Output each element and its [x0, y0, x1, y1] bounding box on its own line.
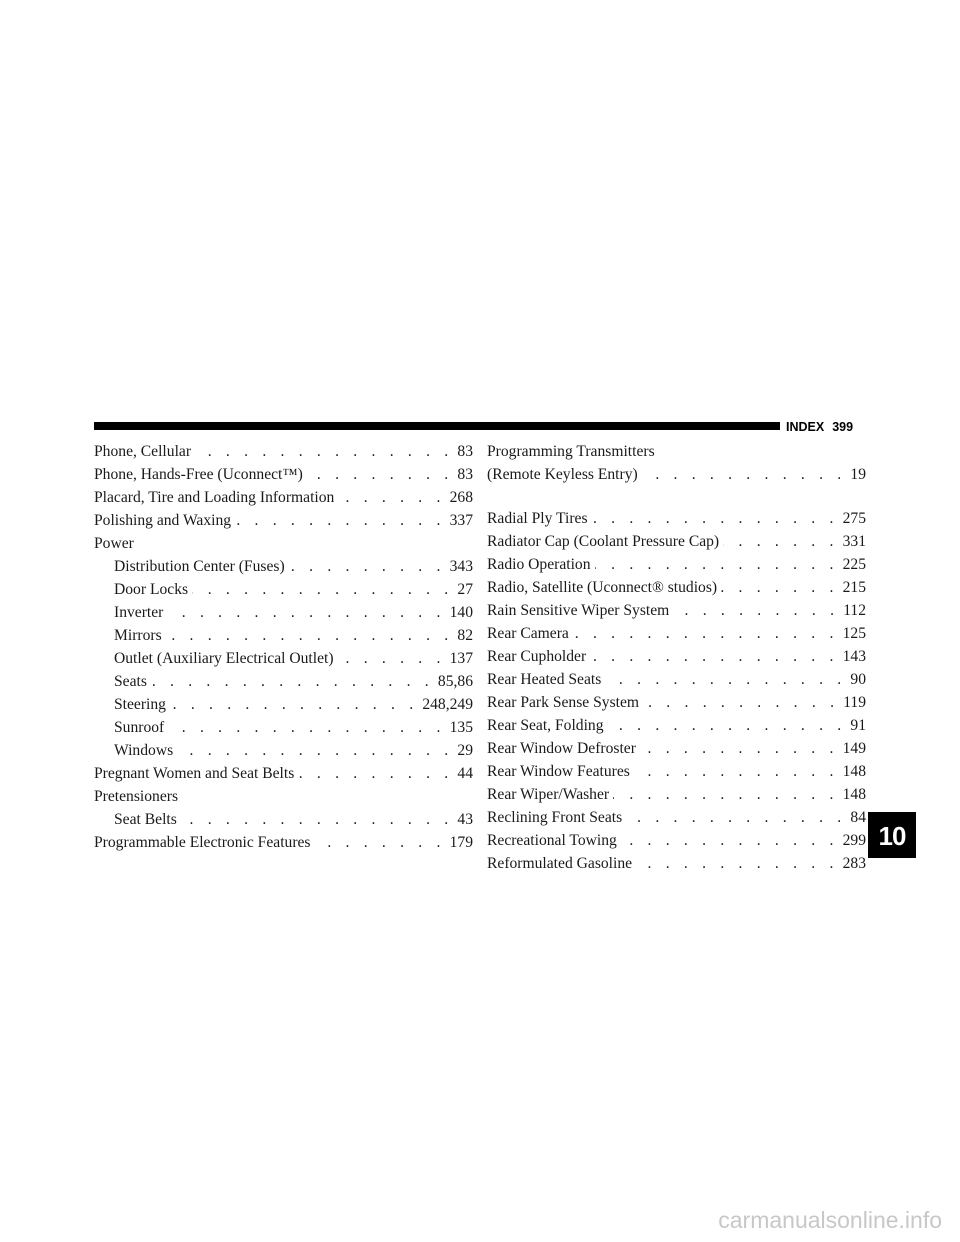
- entry-page: 275: [842, 510, 866, 527]
- entry-label: Placard, Tire and Loading Information: [94, 489, 335, 506]
- entry-label: Rear Wiper/Washer: [487, 786, 610, 803]
- index-entry: [487, 829, 866, 852]
- index-entry: [487, 691, 866, 714]
- entry-label: Seats: [114, 673, 147, 690]
- entry-page: 148: [842, 763, 866, 780]
- entry-label: Rain Sensitive Wiper System: [487, 602, 670, 619]
- index-column-right: [487, 440, 866, 875]
- dot-leader: [723, 530, 838, 553]
- entry-page: 27: [457, 581, 473, 598]
- entry-page: 137: [449, 650, 473, 667]
- entry-label: Programming Transmitters: [487, 443, 655, 460]
- entry-page: 82: [457, 627, 473, 644]
- dot-leader: [235, 509, 446, 532]
- entry-page: 125: [842, 625, 866, 642]
- entry-page: 149: [842, 740, 866, 757]
- entry-label: Phone, Cellular: [94, 443, 192, 460]
- entry-label: Power: [94, 535, 134, 552]
- entry-page: 215: [842, 579, 866, 596]
- entry-label: Rear Seat, Folding: [487, 717, 604, 734]
- index-entry: [487, 783, 866, 806]
- entry-label: Radial Ply Tires: [487, 510, 588, 527]
- dot-leader: [298, 762, 453, 785]
- entry-label: Reclining Front Seats: [487, 809, 623, 826]
- index-entry: [487, 760, 866, 783]
- entry-page: 331: [842, 533, 866, 550]
- index-heading: [94, 532, 473, 555]
- dot-leader: [605, 668, 846, 691]
- index-entry: [487, 714, 866, 737]
- index-entry: [94, 647, 473, 670]
- entry-page: 19: [850, 466, 866, 483]
- entry-label: Rear Window Features: [487, 763, 630, 780]
- entry-page: 143: [842, 648, 866, 665]
- section-title: INDEX: [786, 420, 825, 434]
- index-entry: [487, 553, 866, 576]
- index-entry: [487, 852, 866, 875]
- index-entry: [487, 507, 866, 530]
- dot-leader: [315, 831, 446, 854]
- dot-leader: [673, 599, 839, 622]
- index-entry: [487, 576, 866, 599]
- entry-label: Programmable Electronic Features: [94, 834, 311, 851]
- dot-leader: [626, 806, 846, 829]
- entry-label: Seat Belts: [114, 811, 177, 828]
- entry-page: 283: [842, 855, 866, 872]
- index-entry: [94, 486, 473, 509]
- entry-page: 248,249: [422, 696, 473, 713]
- dot-leader: [192, 578, 453, 601]
- entry-page: 85,86: [437, 673, 473, 690]
- index-entry: [487, 806, 866, 829]
- index-entry: [94, 693, 473, 716]
- entry-page: 90: [850, 671, 866, 688]
- dot-leader: [307, 463, 454, 486]
- running-header: [786, 418, 866, 436]
- entry-label: Rear Window Defroster: [487, 740, 636, 757]
- entry-page: 119: [843, 694, 866, 711]
- entry-page: 135: [449, 719, 473, 736]
- chapter-tab: 10: [868, 812, 916, 858]
- entry-page: 268: [449, 489, 473, 506]
- dot-leader: [590, 645, 838, 668]
- index-entry: [487, 668, 866, 691]
- dot-leader: [151, 670, 434, 693]
- index-entry: [487, 530, 866, 553]
- dot-leader: [573, 622, 839, 645]
- entry-label: Rear Cupholder: [487, 648, 587, 665]
- dot-leader: [338, 486, 445, 509]
- entry-label: Distribution Center (Fuses): [114, 558, 285, 575]
- entry-page: 84: [850, 809, 866, 826]
- entry-page: 91: [850, 717, 866, 734]
- index-entry: [94, 739, 473, 762]
- dot-leader: [338, 647, 446, 670]
- entry-label: Polishing and Waxing: [94, 512, 232, 529]
- entry-page: 112: [843, 602, 866, 619]
- entry-label: Recreational Towing: [487, 832, 617, 849]
- index-entry: [94, 440, 473, 463]
- index-heading: [487, 440, 866, 463]
- entry-label: Phone, Hands-Free (Uconnect™): [94, 466, 303, 483]
- dot-leader: [177, 739, 453, 762]
- index-entry: [94, 555, 473, 578]
- dot-leader: [168, 716, 445, 739]
- index-entry: [94, 808, 473, 831]
- index-entry: [94, 831, 473, 854]
- entry-label: Rear Heated Seats: [487, 671, 602, 688]
- index-entry: [487, 645, 866, 668]
- dot-leader: [643, 691, 839, 714]
- index-entry: [94, 670, 473, 693]
- entry-page: 44: [457, 765, 473, 782]
- dot-leader: [166, 624, 454, 647]
- index-entry: [487, 463, 866, 486]
- entry-page: 83: [457, 466, 473, 483]
- entry-page: 225: [842, 556, 866, 573]
- entry-label: Reformulated Gasoline: [487, 855, 633, 872]
- entry-label: Radio, Satellite (Uconnect® studios): [487, 579, 718, 596]
- entry-spacer: [487, 486, 866, 507]
- page-number: 399: [832, 420, 854, 434]
- index-entry: [94, 624, 473, 647]
- index-entry: [94, 762, 473, 785]
- dot-leader: [608, 714, 847, 737]
- entry-page: 140: [449, 604, 473, 621]
- dot-leader: [642, 463, 847, 486]
- entry-page: 299: [842, 832, 866, 849]
- index-entry: [94, 578, 473, 601]
- entry-label: Sunroof: [114, 719, 165, 736]
- entry-label: Pregnant Women and Seat Belts: [94, 765, 295, 782]
- entry-label: Steering: [114, 696, 166, 713]
- dot-leader: [289, 555, 446, 578]
- entry-label: Windows: [114, 742, 174, 759]
- index-heading: [94, 785, 473, 808]
- dot-leader: [640, 737, 839, 760]
- index-entry: [487, 622, 866, 645]
- entry-label: Mirrors: [114, 627, 162, 644]
- dot-leader: [613, 783, 839, 806]
- entry-label: Radiator Cap (Coolant Pressure Cap): [487, 533, 720, 550]
- index-entry: [94, 509, 473, 532]
- entry-label: Rear Camera: [487, 625, 569, 642]
- entry-page: 343: [449, 558, 473, 575]
- entry-label: Rear Park Sense System: [487, 694, 640, 711]
- dot-leader: [167, 601, 445, 624]
- dot-leader: [195, 440, 453, 463]
- index-column-left: [94, 440, 473, 854]
- header-rule: [94, 422, 780, 430]
- dot-leader: [592, 507, 839, 530]
- entry-label: Outlet (Auxiliary Electrical Outlet): [114, 650, 334, 667]
- index-entry: [487, 737, 866, 760]
- index-entry: [94, 463, 473, 486]
- entry-page: 83: [457, 443, 473, 460]
- entry-page: 29: [457, 742, 473, 759]
- index-entry: [487, 599, 866, 622]
- dot-leader: [634, 760, 839, 783]
- entry-page: 337: [449, 512, 473, 529]
- entry-label: Radio Operation: [487, 556, 591, 573]
- entry-label: (Remote Keyless Entry): [487, 466, 638, 483]
- entry-label: Door Locks: [114, 581, 189, 598]
- entry-page: 179: [449, 834, 473, 851]
- index-entry: [94, 716, 473, 739]
- dot-leader: [721, 576, 838, 599]
- watermark: carmanualsonline.info: [718, 1207, 942, 1233]
- dot-leader: [170, 693, 418, 716]
- entry-page: 148: [842, 786, 866, 803]
- dot-leader: [595, 553, 839, 576]
- dot-leader: [181, 808, 454, 831]
- entry-label: Inverter: [114, 604, 164, 621]
- dot-leader: [636, 852, 839, 875]
- index-entry: [94, 601, 473, 624]
- entry-label: Pretensioners: [94, 788, 179, 805]
- dot-leader: [621, 829, 839, 852]
- entry-page: 43: [457, 811, 473, 828]
